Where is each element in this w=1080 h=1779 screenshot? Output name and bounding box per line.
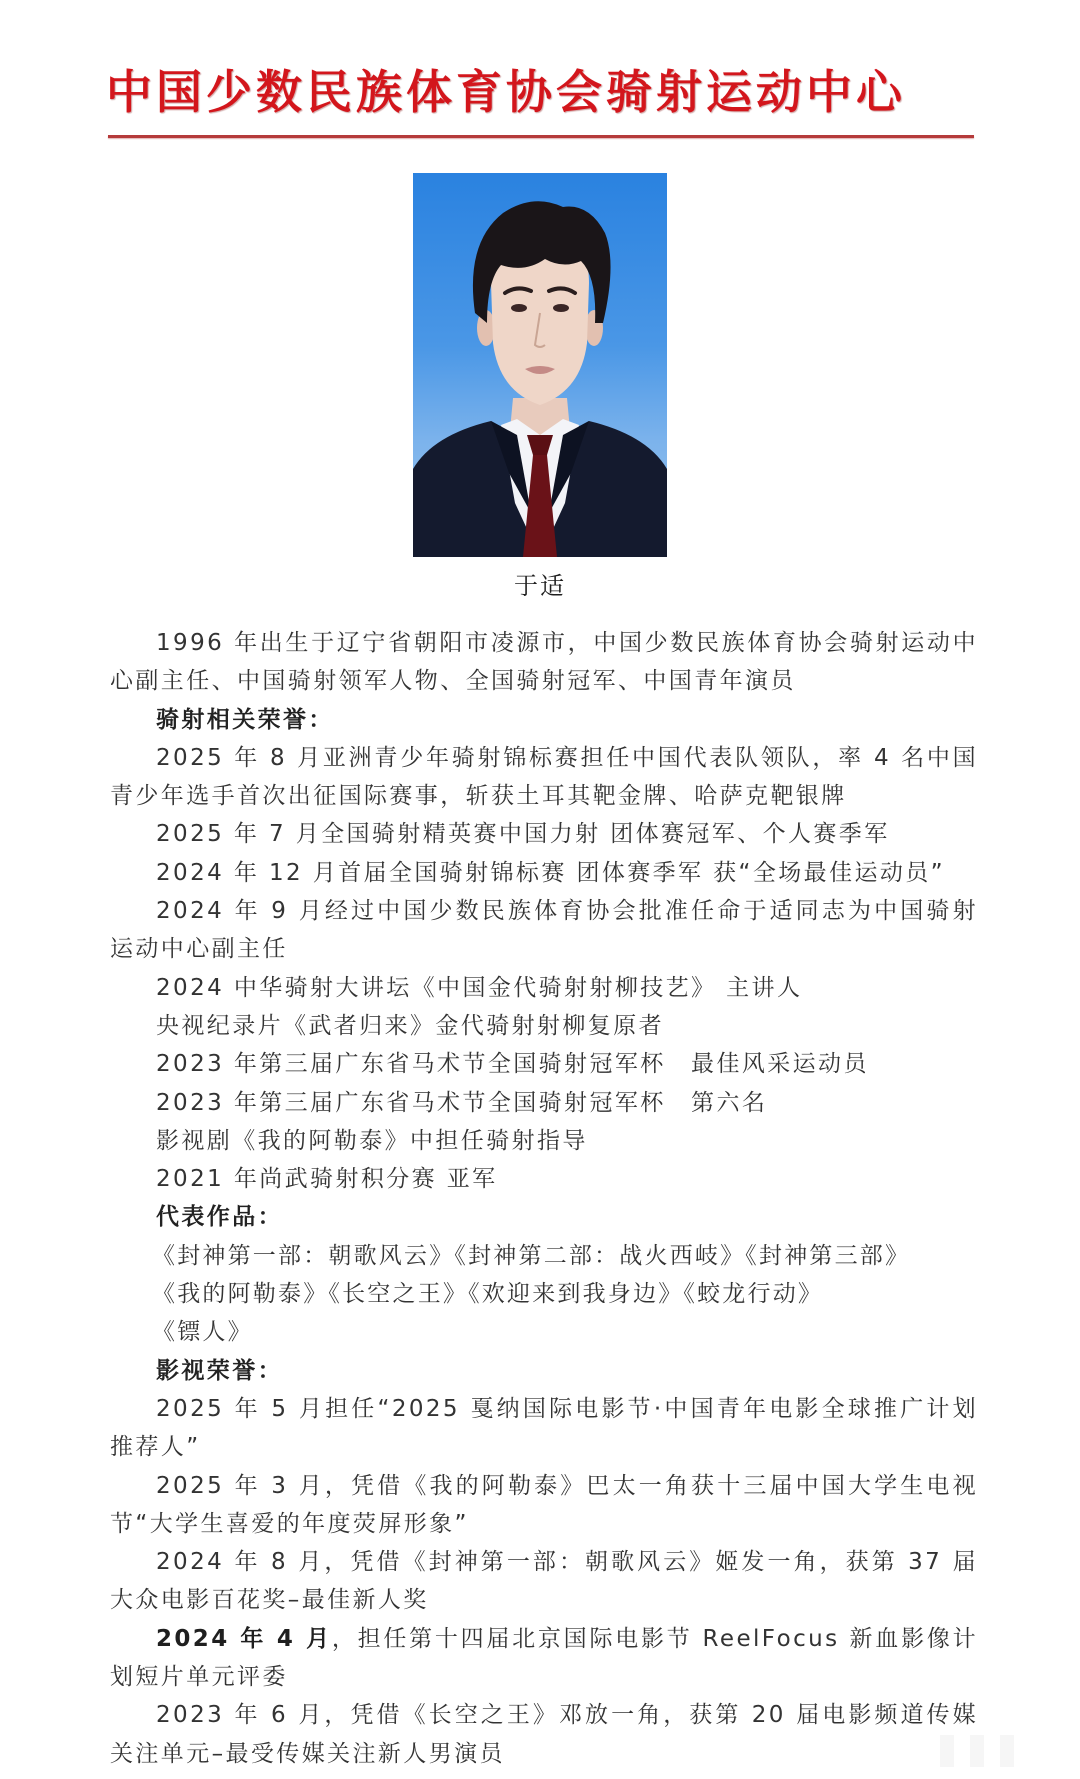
watermark-glyph: [1000, 1735, 1014, 1767]
film-honor-item: [110, 1543, 978, 1620]
honor-item: 2021 年尚武骑射积分赛 亚军: [156, 1166, 498, 1193]
film-honor-text: ，担任第十四届北京国际电影节 ReelFocus 新血影像计划短片单元评委: [110, 1625, 978, 1691]
section-heading-representative-works: 代表作品：: [156, 1204, 283, 1231]
person-name: 于适: [514, 572, 566, 600]
film-honor-item: [110, 1390, 978, 1467]
title-divider: [108, 135, 974, 138]
document-title: 中国少数民族体育协会骑射运动中心: [106, 65, 906, 119]
section-heading-film-honors: 影视荣誉：: [156, 1357, 283, 1384]
biography-body: [110, 624, 978, 1773]
intro-paragraph: 1996 年出生于辽宁省朝阳市凌源市，中国少数民族体育协会骑射运动中心副主任、中国骑射领军人物、全国骑射冠军、中国青年演员: [110, 630, 978, 695]
honor-item: 2024 年 9 月经过中国少数民族体育协会批准任命于适同志为中国骑射运动中心副主任: [110, 898, 978, 963]
film-honor-text: 2023 年 6 月，凭借《长空之王》邓放一角，获第 20 届电影频道传媒关注单元–最受传媒关注新人男演员: [110, 1702, 978, 1767]
honor-item: 2023 年第三届广东省马术节全国骑射冠军杯 最佳风采运动员: [156, 1051, 869, 1078]
film-honor-text: 2025 年 5 月担任“2025 戛纳国际电影节·中国青年电影全球推广计划推荐人”: [110, 1395, 978, 1461]
works-line: 《封神第一部：朝歌风云》《封神第二部：战火西岐》《封神第三部》: [152, 1242, 911, 1269]
faint-watermark: [940, 1732, 1070, 1770]
works-line: 《镖人》: [152, 1319, 253, 1346]
honor-item: 2024 年 12 月首届全国骑射锦标赛 团体赛季军 获“全场最佳运动员”: [156, 859, 945, 886]
film-honor-item: [110, 1467, 978, 1544]
section-heading-equestrian-honors: 骑射相关荣誉：: [156, 706, 334, 733]
film-honor-item: [110, 1696, 978, 1773]
honor-item: 2025 年 7 月全国骑射精英赛中国力射 团体赛冠军、个人赛季军: [156, 821, 890, 848]
honor-item: 2024 中华骑射大讲坛《中国金代骑射射柳技艺》 主讲人: [156, 974, 803, 1001]
watermark-glyph: [970, 1735, 984, 1767]
watermark-glyph: [940, 1735, 954, 1767]
film-honor-item: [110, 1620, 978, 1697]
honor-item: 央视纪录片《武者归来》金代骑射射柳复原者: [156, 1012, 664, 1039]
honor-item: 2025 年 8 月亚洲青少年骑射锦标赛担任中国代表队领队，率 4 名中国青少年选手首次出征国际赛事，斩获土耳其靶金牌、哈萨克靶银牌: [110, 744, 978, 810]
honor-item: 影视剧《我的阿勒泰》中担任骑射指导: [156, 1127, 588, 1154]
portrait-illustration: [413, 173, 667, 557]
works-line: 《我的阿勒泰》《长空之王》《欢迎来到我身边》《蛟龙行动》: [152, 1281, 824, 1308]
film-honor-text: 2025 年 3 月，凭借《我的阿勒泰》巴太一角获十三届中国大学生电视节“大学生喜爱的年度荧屏形象”: [110, 1472, 978, 1537]
honor-item: 2023 年第三届广东省马术节全国骑射冠军杯 第六名: [156, 1089, 768, 1116]
portrait-photo: [413, 173, 667, 557]
film-honor-text: 2024 年 8 月，凭借《封神第一部：朝歌风云》姬发一角，获第 37 届大众电影百花奖–最佳新人奖: [110, 1549, 978, 1614]
film-honor-date-bold: 2024 年 4 月: [156, 1625, 332, 1652]
